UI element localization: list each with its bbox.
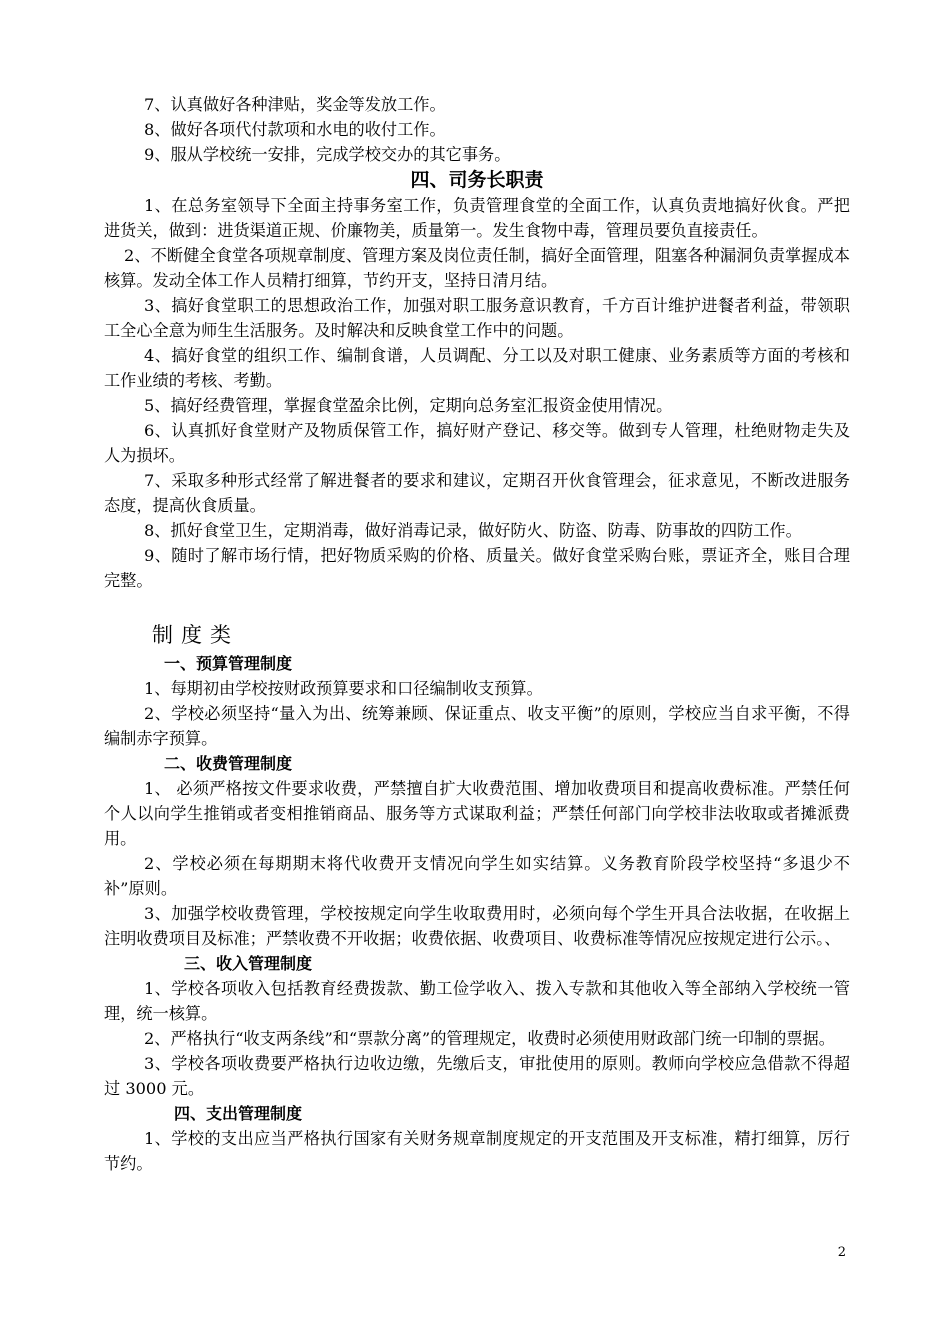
page-number: 2 — [837, 1245, 846, 1260]
paragraph-budget-1: 1、每期初由学校按财政预算要求和口径编制收支预算。 — [144, 679, 543, 698]
paragraph-fees-3: 3、加强学校收费管理，学校按规定向学生收取费用时，必须向每个学生开具合法收据，在收据上注明收费项目及标准；严禁收费不开收据；收费依据、收费项目、收费标准等情况应按规定进行公示。、 — [104, 904, 850, 948]
paragraph-steward-9: 9、随时了解市场行情，把好物质采购的价格、质量关。做好食堂采购台账，票证齐全，账目合理完整。 — [104, 546, 850, 590]
paragraph-top-9: 9、服从学校统一安排，完成学校交办的其它事务。 — [144, 145, 511, 164]
paragraph-fees-1: 1、 必须严格按文件要求收费，严禁擅自扩大收费范围、增加收费项目和提高收费标准。严禁任何个人以向学生推销或者变相推销商品、服务等方式谋取利益；严禁任何部门向学校非法收取或者摊派费用。 — [104, 779, 850, 848]
paragraph-steward-2: 2、不断健全食堂各项规章制度、管理方案及岗位责任制，搞好全面管理，阻塞各种漏洞负责掌握成本核算。发动全体工作人员精打细算，节约开支，坚持日清月结。 — [104, 246, 850, 290]
paragraph-expense-1: 1、学校的支出应当严格执行国家有关财务规章制度规定的开支范围及开支标准，精打细算，厉行节约。 — [104, 1129, 850, 1173]
paragraph-steward-4: 4、搞好食堂的组织工作、编制食谱，人员调配、分工以及对职工健康、业务素质等方面的考核和工作业绩的考核、考勤。 — [104, 346, 850, 390]
paragraph-steward-3: 3、搞好食堂职工的思想政治工作，加强对职工服务意识教育，千方百计维护进餐者利益，带领职工全心全意为师生生活服务。及时解决和反映食堂工作中的问题。 — [104, 296, 850, 340]
paragraph-income-1: 1、学校各项收入包括教育经费拨款、勤工俭学收入、拨入专款和其他收入等全部纳入学校统一管理，统一核算。 — [104, 979, 850, 1023]
budget-heading: 一、预算管理制度 — [164, 654, 293, 673]
section-heading-steward-duties: 四、司务长职责 — [410, 169, 544, 191]
income-heading: 三、收入管理制度 — [184, 954, 313, 973]
paragraph-budget-2: 2、学校必须坚持“量入为出、统筹兼顾、保证重点、收支平衡”的原则，学校应当自求平衡，不得编制赤字预算。 — [104, 704, 850, 748]
paragraph-top-7: 7、认真做好各种津贴，奖金等发放工作。 — [144, 95, 446, 114]
paragraph-steward-7: 7、采取多种形式经常了解进餐者的要求和建议，定期召开伙食管理会，征求意见，不断改进服务态度，提高伙食质量。 — [104, 471, 850, 515]
paragraph-top-8: 8、做好各项代付款项和水电的收付工作。 — [144, 120, 446, 139]
paragraph-steward-5: 5、搞好经费管理，掌握食堂盈余比例，定期向总务室汇报资金使用情况。 — [144, 396, 673, 415]
paragraph-income-3: 3、学校各项收费要严格执行边收边缴，先缴后支，审批使用的原则。教师向学校应急借款不得超过 3000 元。 — [104, 1054, 850, 1098]
paragraph-steward-1: 1、在总务室领导下全面主持事务室工作，负责管理食堂的全面工作，认真负责地搞好伙食。严把进货关，做到：进货渠道正规、价廉物美，质量第一。发生食物中毒，管理员要负直接责任。 — [104, 196, 850, 240]
document-page — [104, 92, 850, 1176]
paragraph-steward-6: 6、认真抓好食堂财产及物质保管工作，搞好财产登记、移交等。做到专人管理，杜绝财物走失及人为损坏。 — [104, 421, 850, 465]
paragraph-income-2: 2、严格执行“收支两条线”和“票款分离”的管理规定，收费时必须使用财政部门统一印制的票据。 — [144, 1029, 835, 1048]
paragraph-fees-2: 2、学校必须在每期期末将代收费开支情况向学生如实结算。义务教育阶段学校坚持“多退少不补”原则。 — [104, 854, 850, 898]
rules-heading: 制度类 — [152, 623, 239, 647]
paragraph-steward-8: 8、抓好食堂卫生，定期消毒，做好消毒记录，做好防火、防盗、防毒、防事故的四防工作。 — [144, 521, 802, 540]
fees-heading: 二、收费管理制度 — [164, 754, 293, 773]
expense-heading: 四、支出管理制度 — [174, 1104, 303, 1123]
